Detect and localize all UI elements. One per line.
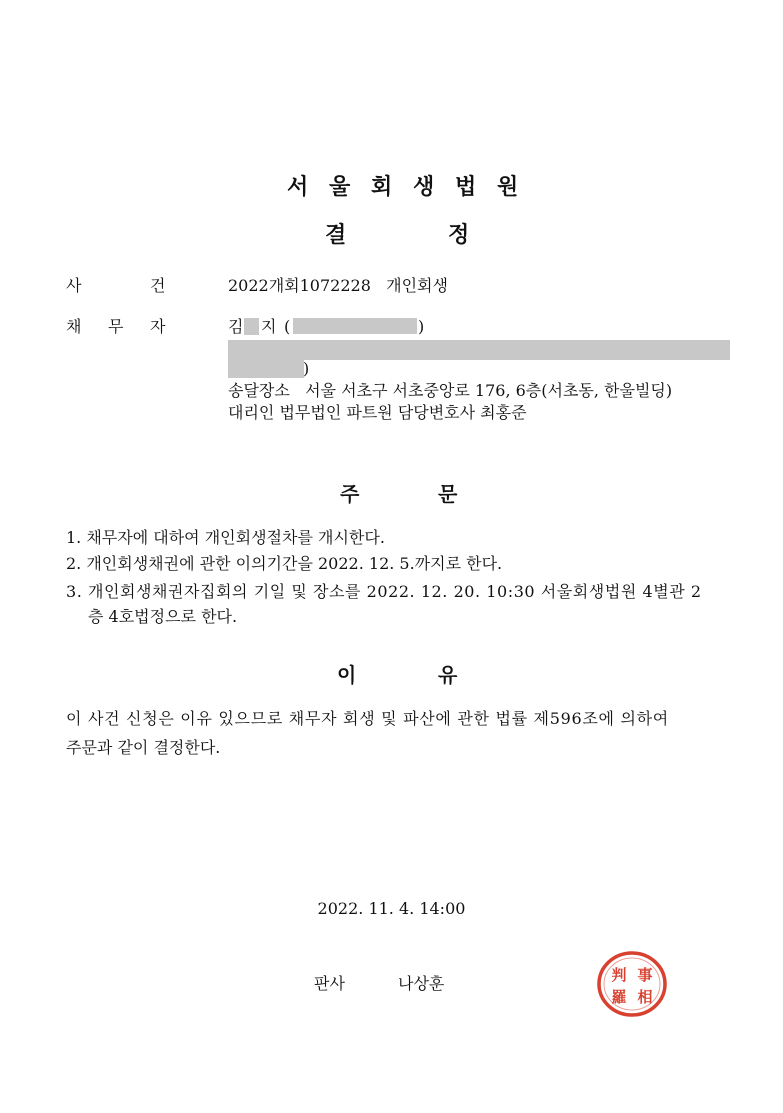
judge-title: 판사	[314, 974, 345, 993]
order-item: 3. 개인회생채권자집회의 기일 및 장소를 2022. 12. 20. 10:30 서울회생법원 4별관 2	[66, 582, 702, 601]
address-paren-close: )	[303, 359, 310, 378]
case-label-char: 건	[150, 276, 166, 295]
debtor-name-last: 지	[261, 317, 277, 336]
case-label-char: 사	[66, 276, 82, 295]
paren-open: (	[284, 317, 291, 336]
order-item-continued: 층 4호법정으로 한다.	[88, 607, 238, 626]
case-number: 2022개회1072228 개인회생	[228, 276, 448, 295]
address-redaction	[228, 340, 730, 360]
seal-char: 相	[637, 988, 653, 1006]
address-redaction-tail	[228, 360, 304, 378]
seal-char: 事	[637, 966, 653, 984]
order-heading-char: 주	[340, 482, 360, 506]
court-name-char: 생	[413, 175, 435, 200]
reason-heading-char: 이	[337, 663, 357, 687]
debtor-label-char: 자	[150, 317, 166, 336]
judge-seal-icon	[596, 950, 668, 1018]
seal-char: 判	[611, 966, 627, 984]
court-name-char: 회	[371, 175, 393, 200]
delivery-address: 송달장소 서울 서초구 서초중앙로 176, 6층(서초동, 한울빌딩)	[228, 381, 673, 400]
order-item: 2. 개인회생채권에 관한 이의기간을 2022. 12. 5.까지로 한다.	[66, 554, 503, 573]
reason-heading-char: 유	[438, 663, 458, 687]
order-item: 1. 채무자에 대하여 개인회생절차를 개시한다.	[66, 528, 385, 547]
decision-date: 2022. 11. 4. 14:00	[317, 899, 466, 918]
court-name-char: 울	[329, 175, 351, 200]
paren-close: )	[418, 317, 425, 336]
debtor-label-char: 무	[108, 317, 124, 336]
court-name-char: 서	[287, 175, 309, 200]
name-redaction	[244, 318, 259, 335]
court-name-char: 원	[497, 175, 519, 200]
debtor-name-first: 김	[228, 317, 244, 336]
seal-char: 羅	[611, 988, 627, 1006]
judge-name: 나상훈	[398, 974, 445, 993]
id-redaction	[293, 318, 417, 334]
court-name-char: 법	[455, 175, 477, 200]
reason-line: 주문과 같이 결정한다.	[66, 738, 221, 757]
document-title-char: 결	[325, 223, 347, 248]
debtor-label-char: 채	[66, 317, 82, 336]
agent-info: 대리인 법무법인 파트원 담당변호사 최홍준	[228, 403, 527, 422]
document-title-char: 정	[448, 223, 470, 248]
order-heading-char: 문	[438, 482, 458, 506]
reason-line: 이 사건 신청은 이유 있으므로 채무자 회생 및 파산에 관한 법률 제596조에 의하여	[66, 709, 669, 728]
